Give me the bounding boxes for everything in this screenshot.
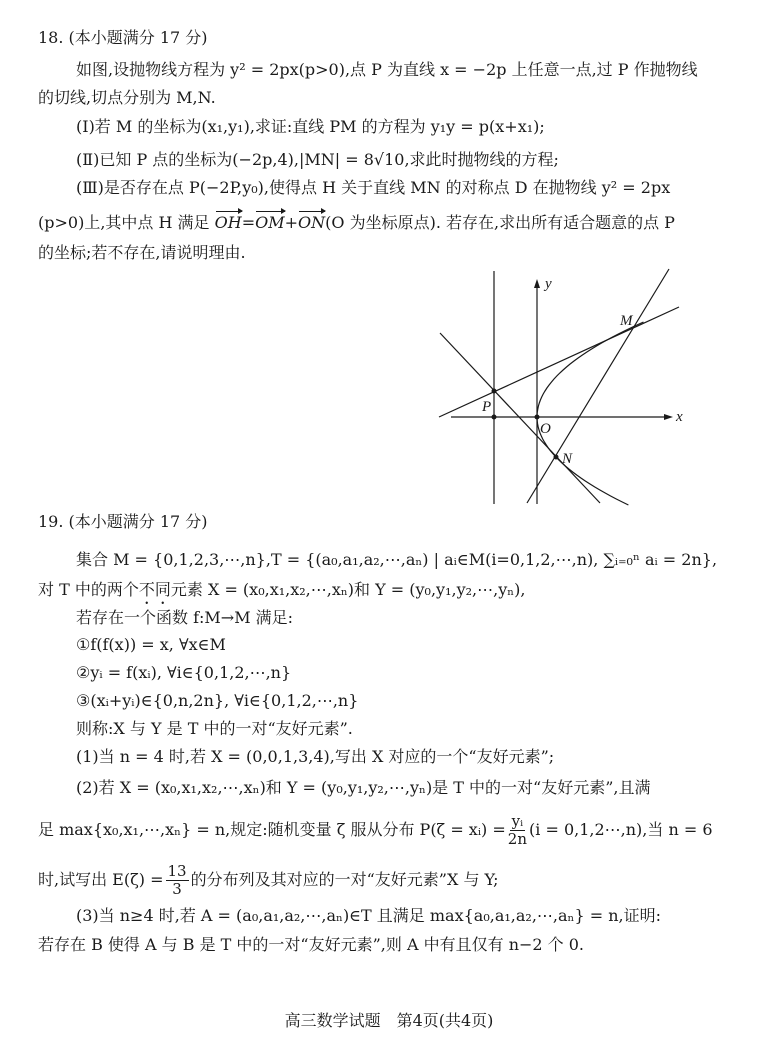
text: (O 为坐标原点). 若存在,求出所有适合题意的点 P: [325, 213, 675, 232]
text: 足 max{x₀,x₁,⋯,xₙ} = n,规定:随机变量 ζ 服从分布 P(ζ = xᵢ) =: [38, 820, 506, 839]
plus: +: [284, 213, 299, 232]
text: 元素 X = (x₀,x₁,x₂,⋯,xₙ)和 Y = (y₀,y₁,y₂,⋯,yₙ),: [170, 580, 526, 599]
point-foot: [492, 415, 497, 420]
label-p: P: [482, 399, 492, 415]
point-o: [535, 415, 540, 420]
point-p: [492, 389, 497, 394]
label-y: y: [545, 276, 552, 292]
q19-stem-line3: 若存在一个函数 f:M→M 满足:: [76, 608, 294, 627]
q18-part1: (Ⅰ)若 M 的坐标为(x₁,y₁),求证:直线 PM 的方程为 y₁y = p(x+x₁);: [76, 117, 545, 136]
q18-part2: (Ⅱ)已知 P 点的坐标为(−2p,4),|MN| = 8√10,求此时抛物线的方程;: [76, 150, 559, 169]
equals: =: [241, 213, 256, 232]
q19-part2-line3: [38, 862, 499, 898]
x-axis-arrow: [664, 414, 673, 420]
q19-part3-line2: 若存在 B 使得 A 与 B 是 T 中的一对“友好元素”,则 A 中有且仅有 n−2 个 0.: [38, 935, 585, 954]
condition-3: ③(xᵢ+yᵢ)∈{0,n,2n}, ∀i∈{0,1,2,⋯,n}: [76, 691, 359, 710]
q19-part3: (3)当 n≥4 时,若 A = (a₀,a₁,a₂,⋯,aₙ)∈T 且满足 max{a₀,a₁,a₂,⋯,aₙ} = n,证明:: [76, 906, 661, 925]
q18-part3-line3: 的坐标;若不存在,请说明理由.: [38, 243, 246, 262]
vector-on: ON: [298, 213, 326, 232]
q18-header: 18. (本小题满分 17 分): [38, 28, 208, 47]
fraction: [508, 813, 527, 848]
tangent-pn: [440, 333, 600, 503]
text: 时,试写出 E(ζ) =: [38, 870, 164, 889]
vector-oh: OH: [214, 213, 242, 232]
text: 对 T 中的两个: [38, 580, 139, 599]
tangent-pm: [439, 307, 679, 417]
label-o: O: [540, 421, 551, 437]
point-n: [554, 455, 559, 460]
emphasized-text: 不同: [138, 580, 171, 599]
q19-part1: (1)当 n = 4 时,若 X = (0,0,1,3,4),写出 X 对应的一个“友好元素”;: [76, 747, 555, 766]
q18-stem-line2: 的切线,切点分别为 M,N.: [38, 88, 216, 107]
q18-stem-line1: 如图,设抛物线方程为 y² = 2px(p>0),点 P 为直线 x = −2p 上任意一点,过 P 作抛物线: [76, 60, 698, 79]
denominator: 2n: [507, 830, 528, 848]
numerator: 13: [167, 862, 187, 880]
vector-om: OM: [255, 213, 285, 232]
text: (i = 0,1,2⋯,n),当 n = 6: [529, 820, 713, 839]
q19-stem-line2: [38, 580, 525, 608]
text: 的分布列及其对应的一对“友好元素”X 与 Y;: [190, 870, 499, 889]
fraction: [166, 863, 189, 898]
label-m: M: [620, 313, 633, 329]
denominator: 3: [172, 880, 182, 898]
condition-2: ②yᵢ = f(xᵢ), ∀i∈{0,1,2,⋯,n}: [76, 663, 292, 682]
y-axis-arrow: [534, 279, 540, 288]
q19-header: 19. (本小题满分 17 分): [38, 512, 208, 531]
q19-part2: (2)若 X = (x₀,x₁,x₂,⋯,xₙ)和 Y = (y₀,y₁,y₂,⋯,yₙ)是 T 中的一对“友好元素”,且满: [76, 778, 651, 797]
text: (p>0)上,其中点 H 满足: [38, 213, 215, 232]
q19-stem-line1: 集合 M = {0,1,2,3,⋯,n},T = {(a₀,a₁,a₂,⋯,aₙ) | aᵢ∈M(i=0,1,2,⋯,n), ∑ᵢ₌₀ⁿ aᵢ = 2n},: [76, 550, 718, 569]
q18-part3: (Ⅲ)是否存在点 P(−2P,y₀),使得点 H 关于直线 MN 的对称点 D 在抛物线 y² = 2px: [76, 178, 671, 197]
q19-part2-line2: [38, 812, 713, 848]
definition: 则称:X 与 Y 是 T 中的一对“友好元素”.: [76, 719, 353, 738]
parabola-figure: [0, 0, 778, 520]
label-n: N: [562, 451, 573, 467]
condition-1: ①f(f(x)) = x, ∀x∈M: [76, 635, 226, 654]
page-footer: 高三数学试题 第4页(共4页): [284, 1011, 494, 1030]
label-x: x: [676, 409, 683, 425]
parabola: [537, 322, 644, 505]
numerator: yᵢ: [511, 812, 524, 830]
